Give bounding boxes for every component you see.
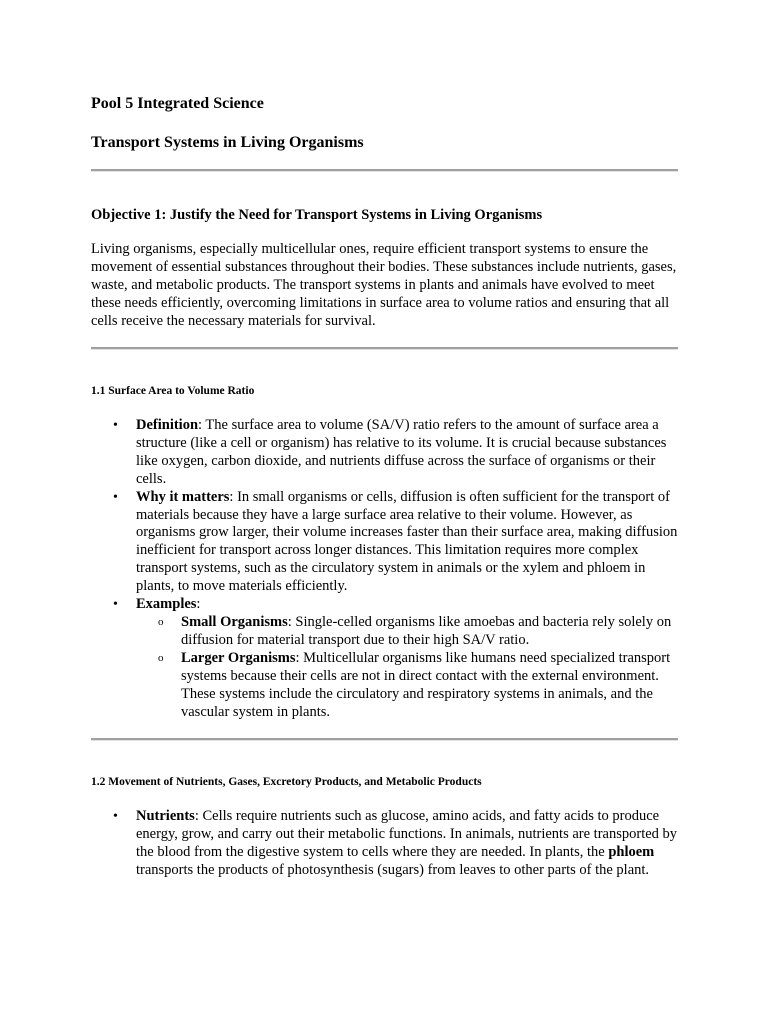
highlight-term: phloem bbox=[608, 843, 655, 860]
horizontal-rule bbox=[91, 169, 678, 172]
course-title: Pool 5 Integrated Science bbox=[91, 95, 264, 112]
sub-list-item bbox=[136, 650, 681, 722]
item-text: : Single-celled organisms like amoebas and bacteria rely solely on diffusion for material transport due to their high SA/V ratio. bbox=[181, 613, 672, 648]
item-text: : bbox=[196, 596, 201, 613]
circle-bullet-icon: o bbox=[158, 651, 164, 664]
item-term: Examples bbox=[136, 596, 197, 613]
bullet-icon: • bbox=[113, 418, 118, 433]
item-text: : The surface area to volume (SA/V) ratio refers to the amount of surface area a structure (like a cell or organism) has relative to its volume. It is crucial because substances like oxygen, carbon dioxide, and nutrients diffuse across the surface of organisms or their cells. bbox=[136, 417, 667, 487]
item-text: : Multicellular organisms like humans need specialized transport systems because their cells are not in direct contact with the external environment. These systems include the circulatory and respiratory systems in animals, and the vascular system in plants. bbox=[181, 649, 671, 720]
horizontal-rule bbox=[91, 738, 678, 741]
item-term: Why it matters bbox=[136, 488, 230, 505]
bullet-icon: • bbox=[113, 597, 118, 613]
bullet-icon: • bbox=[113, 489, 118, 505]
item-term: Larger Organisms bbox=[181, 649, 296, 666]
objective-heading: Objective 1: Justify the Need for Transport Systems in Living Organisms bbox=[91, 207, 543, 223]
item-text: transports the products of photosynthesis (sugars) from leaves to other parts of the plant. bbox=[136, 861, 650, 878]
sa-v-list bbox=[91, 417, 681, 721]
bullet-icon: • bbox=[113, 809, 118, 824]
item-term: Small Organisms bbox=[181, 613, 288, 630]
sub-list-item bbox=[136, 614, 681, 650]
examples-sublist bbox=[136, 614, 681, 721]
horizontal-rule bbox=[91, 347, 678, 350]
list-item bbox=[91, 808, 681, 880]
list-item bbox=[91, 596, 681, 721]
item-term: Nutrients bbox=[136, 808, 195, 824]
circle-bullet-icon: o bbox=[158, 615, 164, 628]
list-item bbox=[91, 489, 681, 596]
item-text: : Cells require nutrients such as glucose, amino acids, and fatty acids to produce energy, grow, and carry out their metabolic functions. In animals, nutrients are transported by the blood from the digestive system to cells where they are needed. In plants, the bbox=[136, 808, 678, 860]
item-term: Definition bbox=[136, 417, 199, 433]
item-text: : In small organisms or cells, diffusion is often sufficient for the transport of materials because they have a large surface area relative to their volume. However, as organisms grow larger, their volume increases faster than their surface area, making diffusion inefficient for transport across longer distances. This limitation requires more complex transport systems, such as the circulatory system in animals or the xylem and phloem in plants, to move materials efficiently. bbox=[136, 488, 678, 595]
list-item bbox=[91, 417, 681, 489]
topic-title: Transport Systems in Living Organisms bbox=[91, 134, 364, 151]
section-heading-1-1: 1.1 Surface Area to Volume Ratio bbox=[91, 385, 255, 397]
objective-intro: Living organisms, especially multicellular ones, require efficient transport systems to ensure the movement of essential substances throughout their bodies. These substances include nutrients, gases, waste, and metabolic products. The transport systems in plants and animals have evolved to meet these needs efficiently, overcoming limitations in surface area to volume ratios and ensuring that all cells receive the necessary materials for survival. bbox=[91, 241, 677, 329]
movement-list bbox=[91, 808, 681, 880]
section-heading-1-2: 1.2 Movement of Nutrients, Gases, Excretory Products, and Metabolic Products bbox=[91, 776, 482, 788]
